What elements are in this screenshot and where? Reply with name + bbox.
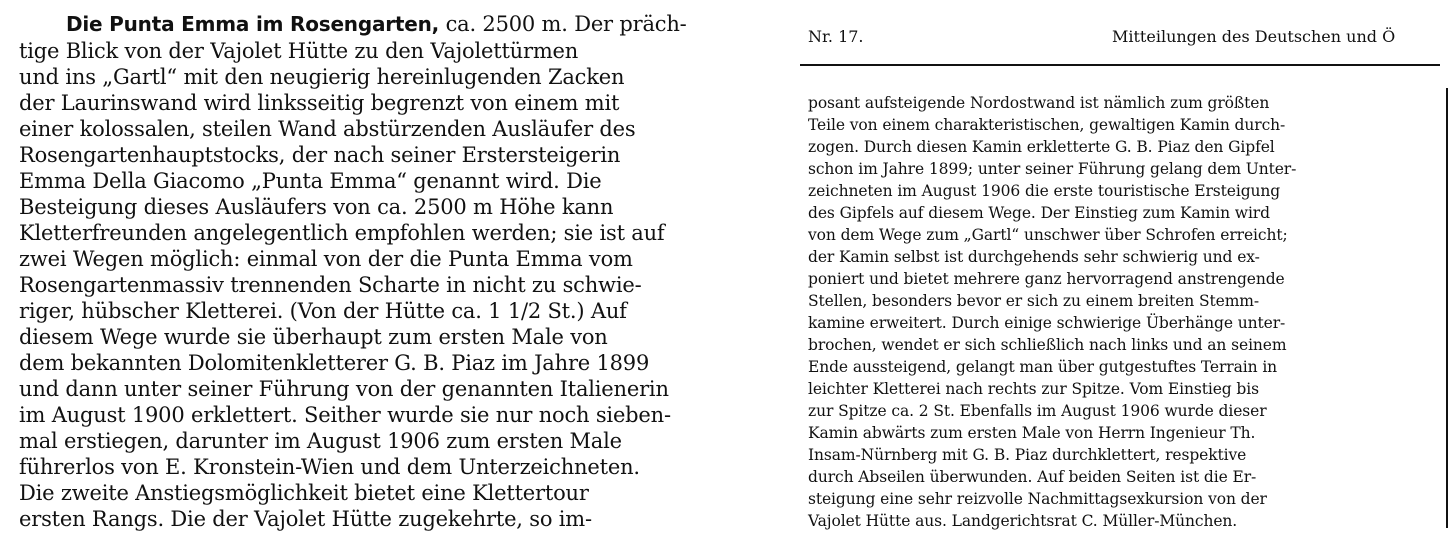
left-line-6: Rosengartenhauptstocks, der nach seiner Erstersteigerin: [19, 143, 621, 167]
running-header: Mitteilungen des Deutschen und Ö: [1112, 27, 1396, 46]
right-line-20: Vajolet Hütte aus. Landgerichtsrat C. Müller-München.: [808, 512, 1238, 530]
right-line-18: durch Abseilen überwunden. Auf beiden Seiten ist die Er-: [808, 468, 1257, 486]
right-line-2: Teile von einem charakteristischen, gewaltigen Kamin durch-: [808, 116, 1286, 134]
right-line-1: posant aufsteigende Nordostwand ist nämlich zum größten: [808, 94, 1270, 112]
left-line-5: einer kolossalen, steilen Wand abstürzenden Ausläufer des: [19, 117, 636, 141]
right-line-8: der Kamin selbst ist durchgehends sehr schwierig und ex-: [808, 248, 1260, 266]
header-rule: [800, 64, 1440, 66]
left-line-13: diesem Wege wurde sie überhaupt zum ersten Male von: [19, 325, 608, 349]
left-line-15: und dann unter seiner Führung von der genannten Italienerin: [19, 377, 669, 401]
right-line-4: schon im Jahre 1899; unter seiner Führung gelang dem Unter-: [808, 160, 1297, 178]
left-line-4: der Laurinswand wird linksseitig begrenzt von einem mit: [19, 91, 620, 115]
right-line-12: brochen, wendet er sich schließlich nach links und an seinem: [808, 336, 1287, 354]
right-line-15: zur Spitze ca. 2 St. Ebenfalls im August 1906 wurde dieser: [808, 402, 1267, 420]
right-line-7: von dem Wege zum „Gartl“ unschwer über Schrofen erreicht;: [808, 226, 1288, 244]
left-line-19: Die zweite Anstiegsmöglichkeit bietet eine Klettertour: [19, 481, 589, 505]
right-line-19: steigung eine sehr reizvolle Nachmittagsexkursion von der: [808, 490, 1267, 508]
right-line-14: leichter Kletterei nach rechts zur Spitze. Vom Einstieg bis: [808, 380, 1259, 398]
right-line-5: zeichneten im August 1906 die erste touristische Ersteigung: [808, 182, 1281, 200]
left-line-2: tige Blick von der Vajolet Hütte zu den Vajolettürmen: [19, 39, 579, 63]
left-line-9: Kletterfreunden angelegentlich empfohlen werden; sie ist auf: [19, 221, 665, 245]
left-line-12: riger, hübscher Kletterei. (Von der Hütte ca. 1 1/2 St.) Auf: [19, 299, 627, 323]
right-line-16: Kamin abwärts zum ersten Male von Herrn Ingenieur Th.: [808, 424, 1256, 442]
left-line-8: Besteigung dieses Ausläufers von ca. 2500 m Höhe kann: [19, 195, 614, 219]
left-line-11: Rosengartenmassiv trennenden Scharte in nicht zu schwie-: [19, 273, 642, 297]
left-line-10: zwei Wegen möglich: einmal von der die Punta Emma vom: [19, 247, 633, 271]
right-line-6: des Gipfels auf diesem Wege. Der Einstieg zum Kamin wird: [808, 204, 1270, 222]
right-line-13: Ende aussteigend, gelangt man über gutgestuftes Terrain in: [808, 358, 1278, 376]
right-line-10: Stellen, besonders bevor er sich zu einem breiten Stemm-: [808, 292, 1260, 310]
left-line-1: [66, 14, 687, 35]
article-headline: Die Punta Emma im Rosengarten,: [66, 12, 440, 36]
column-rule: [1446, 88, 1448, 528]
left-line-7: Emma Della Giacomo „Punta Emma“ genannt wird. Die: [19, 169, 602, 193]
right-text-column: [800, 0, 1456, 545]
left-line-20: ersten Rangs. Die der Vajolet Hütte zugekehrte, so im-: [19, 507, 592, 531]
left-line-3: und ins „Gartl“ mit den neugierig hereinlugenden Zacken: [19, 65, 625, 89]
left-line-17: mal erstiegen, darunter im August 1906 zum ersten Male: [19, 429, 622, 453]
left-line-18: führerlos von E. Kronstein-Wien und dem Unterzeichneten.: [19, 455, 640, 479]
right-line-11: kamine erweitert. Durch einige schwierige Überhänge unter-: [808, 314, 1286, 332]
headline-continuation: ca. 2500 m. Der präch-: [445, 12, 687, 36]
right-line-17: Insam-Nürnberg mit G. B. Piaz durchklettert, respektive: [808, 446, 1247, 464]
right-line-3: zogen. Durch diesen Kamin erkletterte G. B. Piaz den Gipfel: [808, 138, 1275, 156]
left-line-16: im August 1900 erklettert. Seither wurde sie nur noch sieben-: [19, 403, 671, 427]
issue-number: Nr. 17.: [808, 27, 864, 46]
right-line-9: poniert und bietet mehrere ganz hervorragend anstrengende: [808, 270, 1285, 288]
left-line-14: dem bekannten Dolomitenkletterer G. B. Piaz im Jahre 1899: [19, 351, 650, 375]
